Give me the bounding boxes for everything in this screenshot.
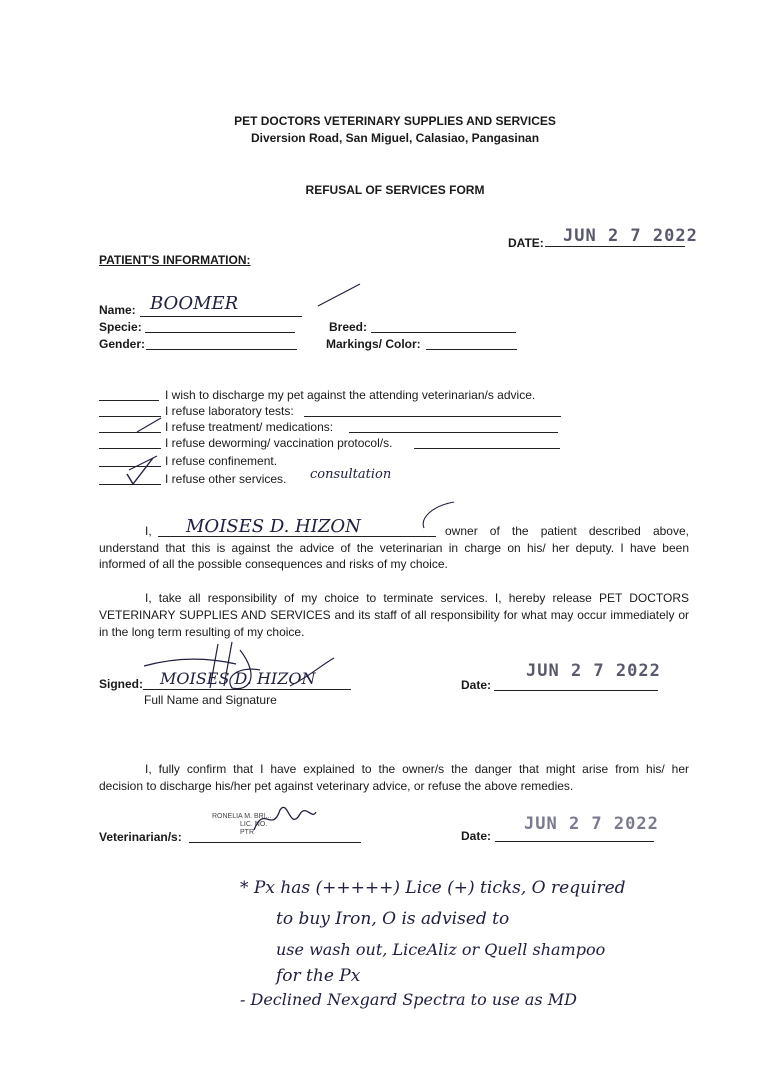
breed-line [371, 332, 516, 333]
refusal-line-2 [304, 416, 561, 417]
note-line-1: * Px has (+++++) Lice (+) ticks, O required [240, 878, 626, 898]
org-address: Diversion Road, San Miguel, Calasiao, Pangasinan [250, 131, 540, 145]
refusal-text-5: I refuse confinement. [165, 454, 278, 468]
vet-date-label: Date: [461, 829, 492, 843]
veterinarian-line [189, 842, 361, 843]
note-line-2: to buy Iron, O is advised to [276, 909, 510, 929]
refusal-blank-1 [99, 400, 159, 401]
refusal-text-2: I refuse laboratory tests: [165, 404, 294, 418]
name-label: Name: [99, 303, 136, 317]
veterinarian-signature-scribble [250, 800, 320, 840]
owner-date-stamp: JUN 2 7 2022 [526, 661, 661, 681]
release-line-3: in the long term resulting of my choice. [99, 625, 305, 639]
checkmark-strokes [125, 412, 165, 492]
refusal-line-3 [349, 432, 558, 433]
refusal-text-4: I refuse deworming/ vaccination protocol/s. [165, 436, 393, 450]
owner-date-line [494, 690, 658, 691]
date-line [545, 246, 685, 247]
refusal-note-6: consultation [310, 467, 392, 482]
patient-section-title: PATIENT'S INFORMATION: [99, 253, 251, 267]
owner-date-label: Date: [461, 678, 492, 692]
name-line [140, 316, 302, 317]
org-name: PET DOCTORS VETERINARY SUPPLIES AND SERVICES [234, 114, 556, 128]
release-line-1: I, take all responsibility of my choice to terminate services. I, hereby release PET DOCTORS [145, 591, 689, 605]
veterinarian-stamp-name: RONELIA M. BRI... [212, 813, 272, 820]
veterinarian-label: Veterinarian/s: [99, 830, 182, 844]
gender-label: Gender: [99, 337, 146, 351]
pen-stroke-mark [316, 282, 362, 308]
refusal-line-4 [414, 448, 560, 449]
release-line-2: VETERINARY SUPPLIES AND SERVICES and its staff of all responsibility for what may occur immediately or [99, 608, 689, 622]
signed-value: MOISES D. HIZON [160, 669, 316, 688]
declaration-after-name: owner of the patient described above, [445, 524, 689, 538]
note-line-5: - Declined Nexgard Spectra to use as MD [240, 990, 577, 1009]
note-line-3: use wash out, LiceAliz or Quell shampoo [276, 940, 606, 959]
gender-line [146, 349, 297, 350]
declaration-line-3: informed of all the possible consequences and risks of my choice. [99, 557, 448, 571]
veterinarian-stamp-license: LIC. NO. [240, 821, 268, 828]
date-label: DATE: [508, 236, 544, 250]
specie-label: Specie: [99, 320, 142, 334]
form-title: REFUSAL OF SERVICES FORM [305, 183, 485, 197]
declaration-line-2: understand that this is against the advice of the veterinarian in charge on his/ her deputy. I have been [99, 541, 689, 555]
markings-label: Markings/ Color: [326, 337, 421, 351]
vet-date-stamp: JUN 2 7 2022 [524, 814, 659, 834]
confirmation-line-1: I, fully confirm that I have explained to the owner/s the danger that might arise from his/ her [145, 762, 689, 776]
markings-line [426, 349, 517, 350]
signed-label: Signed: [99, 677, 143, 691]
confirmation-line-2: decision to discharge his/her pet against veterinary advice, or refuse the above remedies. [99, 779, 574, 793]
name-value: BOOMER [150, 293, 239, 314]
breed-label: Breed: [329, 320, 368, 334]
refusal-text-6: I refuse other services. [165, 472, 287, 486]
declaration-i: I, [145, 524, 152, 538]
full-name-label: Full Name and Signature [144, 693, 277, 707]
owner-name-value: MOISES D. HIZON [186, 516, 361, 537]
veterinarian-stamp-ptr: PTR [240, 829, 254, 836]
refusal-text-3: I refuse treatment/ medications: [165, 420, 334, 434]
vet-date-line [495, 841, 654, 842]
refusal-text-1: I wish to discharge my pet against the attending veterinarian/s advice. [165, 388, 536, 402]
note-line-4: for the Px [276, 966, 361, 986]
specie-line [145, 332, 295, 333]
date-stamp: JUN 2 7 2022 [563, 226, 698, 246]
